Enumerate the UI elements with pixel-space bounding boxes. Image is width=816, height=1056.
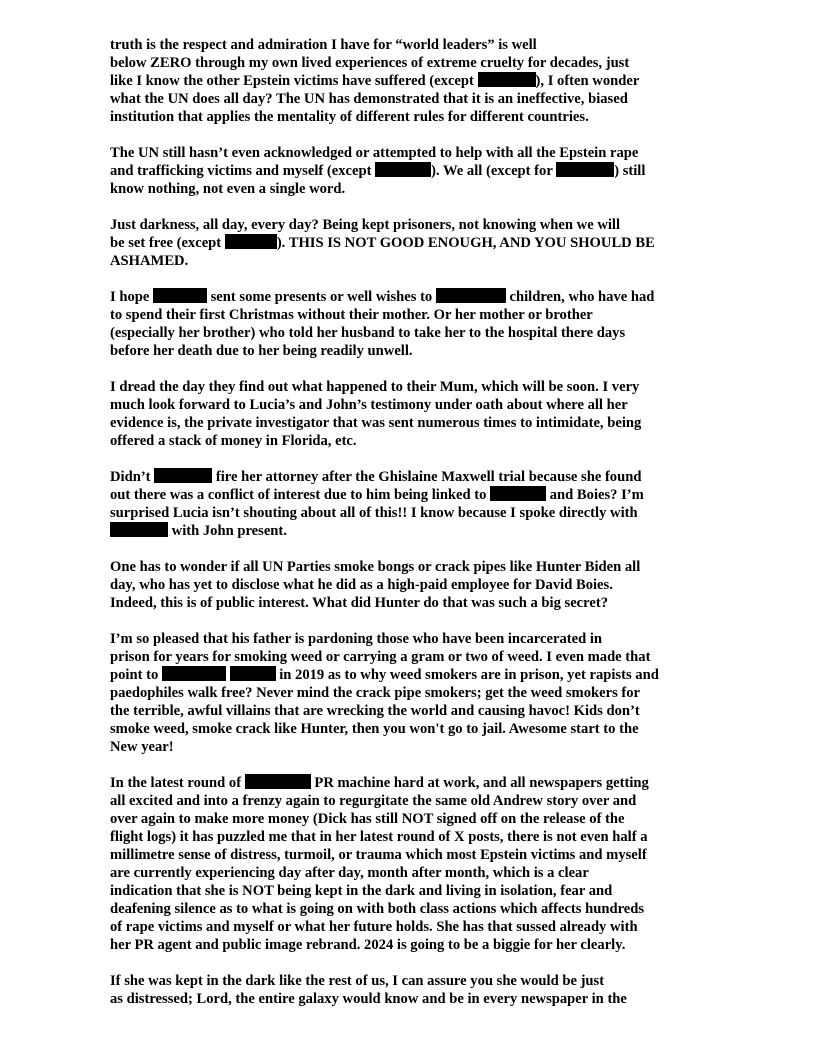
document-page	[110, 36, 716, 1026]
redaction-bar	[162, 666, 226, 681]
text-segment: before her death due to her being readily unwell.	[110, 343, 413, 359]
text-segment: sent some presents or well wishes to	[206, 289, 436, 305]
text-line	[110, 810, 716, 828]
text-segment: like I know the other Epstein victims have suffered (except	[110, 73, 478, 89]
text-segment: are currently experiencing day after day, month after month, which is a clear	[110, 865, 589, 881]
text-segment: children, who have had	[505, 289, 655, 305]
text-line	[110, 558, 716, 576]
paragraph	[110, 972, 716, 1008]
paragraph	[110, 216, 716, 270]
text-line	[110, 702, 716, 720]
text-line	[110, 432, 716, 450]
text-segment: her PR agent and public image rebrand. 2024 is going to be a biggie for her clearly.	[110, 937, 626, 953]
redaction-bar	[436, 288, 506, 303]
text-line	[110, 684, 716, 702]
redaction-bar	[245, 774, 311, 789]
redaction-bar	[110, 522, 168, 537]
text-line	[110, 90, 716, 108]
text-segment: ). THIS IS NOT GOOD ENOUGH, AND YOU SHOULD BE	[276, 235, 655, 251]
paragraph	[110, 468, 716, 540]
text-line	[110, 396, 716, 414]
text-segment: of rape victims and myself or what her future holds. She has that sussed already with	[110, 919, 638, 935]
text-segment: institution that applies the mentality of different rules for different countries.	[110, 109, 589, 125]
text-line	[110, 36, 716, 54]
text-line	[110, 486, 716, 504]
text-segment: point to	[110, 667, 162, 683]
text-segment: I hope	[110, 289, 153, 305]
text-line	[110, 990, 716, 1008]
text-line	[110, 144, 716, 162]
text-segment: indication that she is NOT being kept in the dark and living in isolation, fear and	[110, 883, 613, 899]
text-segment: One has to wonder if all UN Parties smoke bongs or crack pipes like Hunter Biden all	[110, 559, 641, 575]
text-line	[110, 378, 716, 396]
text-line	[110, 414, 716, 432]
text-line	[110, 900, 716, 918]
text-line	[110, 882, 716, 900]
text-line	[110, 738, 716, 756]
text-segment: Didn’t	[110, 469, 155, 485]
text-line	[110, 288, 716, 306]
text-segment: millimetre sense of distress, turmoil, or trauma which most Epstein victims and myself	[110, 847, 647, 863]
text-segment: know nothing, not even a single word.	[110, 181, 346, 197]
text-segment: much look forward to Lucia’s and John’s testimony under oath about where all her	[110, 397, 628, 413]
text-segment: If she was kept in the dark like the rest of us, I can assure you she would be just	[110, 973, 605, 989]
text-line	[110, 828, 716, 846]
paragraph	[110, 36, 716, 126]
text-segment: paedophiles walk free? Never mind the crack pipe smokers; get the weed smokers for	[110, 685, 641, 701]
text-segment: as distressed; Lord, the entire galaxy would know and be in every newspaper in the	[110, 991, 627, 1007]
paragraph	[110, 774, 716, 954]
redaction-bar	[556, 162, 614, 177]
text-segment: in 2019 as to why weed smokers are in prison, yet rapists and	[275, 667, 659, 683]
text-segment: ASHAMED.	[110, 253, 189, 269]
text-line	[110, 504, 716, 522]
text-segment: below ZERO through my own lived experiences of extreme cruelty for decades, just	[110, 55, 630, 71]
text-line	[110, 918, 716, 936]
redaction-bar	[230, 666, 276, 681]
text-segment: Indeed, this is of public interest. What did Hunter do that was such a big secret?	[110, 595, 609, 611]
text-segment: In the latest round of	[110, 775, 245, 791]
text-segment: prison for years for smoking weed or carrying a gram or two of weed. I even made that	[110, 649, 651, 665]
redaction-bar	[153, 288, 207, 303]
text-line	[110, 936, 716, 954]
text-segment: offered a stack of money in Florida, etc.	[110, 433, 357, 449]
text-segment: (especially her brother) who told her husband to take her to the hospital there days	[110, 325, 626, 341]
text-segment: Just darkness, all day, every day? Being kept prisoners, not knowing when we will	[110, 217, 621, 233]
paragraph	[110, 144, 716, 198]
text-segment: evidence is, the private investigator that was sent numerous times to intimidate, being	[110, 415, 642, 431]
text-segment: New year!	[110, 739, 174, 755]
redaction-bar	[478, 72, 536, 87]
text-line	[110, 666, 716, 684]
text-segment: The UN still hasn’t even acknowledged or attempted to help with all the Epstein rape	[110, 145, 639, 161]
text-line	[110, 72, 716, 90]
text-segment: ), I often wonder	[535, 73, 640, 89]
text-line	[110, 234, 716, 252]
text-segment: to spend their first Christmas without their mother. Or her mother or brother	[110, 307, 593, 323]
text-line	[110, 864, 716, 882]
text-segment: what the UN does all day? The UN has demonstrated that it is an ineffective, biased	[110, 91, 628, 107]
redaction-bar	[375, 162, 431, 177]
text-line	[110, 252, 716, 270]
text-line	[110, 54, 716, 72]
paragraph	[110, 288, 716, 360]
text-line	[110, 306, 716, 324]
text-segment: surprised Lucia isn’t shouting about all of this!! I know because I spoke directly with	[110, 505, 638, 521]
text-segment: day, who has yet to disclose what he did as a high-paid employee for David Boies.	[110, 577, 613, 593]
text-line	[110, 108, 716, 126]
text-segment: flight logs) it has puzzled me that in her latest round of X posts, there is not even half a	[110, 829, 648, 845]
text-segment: be set free (except	[110, 235, 225, 251]
text-line	[110, 720, 716, 738]
text-segment: all excited and into a frenzy again to regurgitate the same old Andrew story over and	[110, 793, 637, 809]
text-line	[110, 630, 716, 648]
text-segment: I’m so pleased that his father is pardoning those who have been incarcerated in	[110, 631, 603, 647]
text-line	[110, 522, 716, 540]
text-segment: out there was a conflict of interest due to him being linked to	[110, 487, 491, 503]
text-segment: deafening silence as to what is going on with both class actions which affects hundreds	[110, 901, 645, 917]
text-line	[110, 162, 716, 180]
paragraph	[110, 378, 716, 450]
text-segment: with John present.	[168, 523, 287, 539]
text-line	[110, 972, 716, 990]
redaction-bar	[490, 486, 546, 501]
paragraph	[110, 630, 716, 756]
text-line	[110, 576, 716, 594]
text-line	[110, 846, 716, 864]
text-segment: ) still	[614, 163, 646, 179]
redaction-bar	[154, 468, 212, 483]
text-segment: smoke weed, smoke crack like Hunter, then you won't go to jail. Awesome start to the	[110, 721, 639, 737]
text-line	[110, 774, 716, 792]
text-segment: truth is the respect and admiration I have for “world leaders” is well	[110, 37, 537, 53]
text-line	[110, 180, 716, 198]
text-segment: fire her attorney after the Ghislaine Maxwell trial because she found	[212, 469, 642, 485]
redaction-bar	[225, 234, 277, 249]
text-line	[110, 342, 716, 360]
text-line	[110, 594, 716, 612]
text-segment: the terrible, awful villains that are wrecking the world and causing havoc! Kids don’t	[110, 703, 640, 719]
text-line	[110, 324, 716, 342]
text-segment: PR machine hard at work, and all newspapers getting	[310, 775, 649, 791]
text-segment: over again to make more money (Dick has still NOT signed off on the release of the	[110, 811, 625, 827]
text-line	[110, 648, 716, 666]
text-segment: ). We all (except for	[431, 163, 557, 179]
text-line	[110, 792, 716, 810]
text-segment: and Boies? I’m	[546, 487, 644, 503]
text-segment: I dread the day they find out what happened to their Mum, which will be soon. I very	[110, 379, 640, 395]
text-line	[110, 216, 716, 234]
text-line	[110, 468, 716, 486]
text-segment: and trafficking victims and myself (except	[110, 163, 376, 179]
paragraph	[110, 558, 716, 612]
